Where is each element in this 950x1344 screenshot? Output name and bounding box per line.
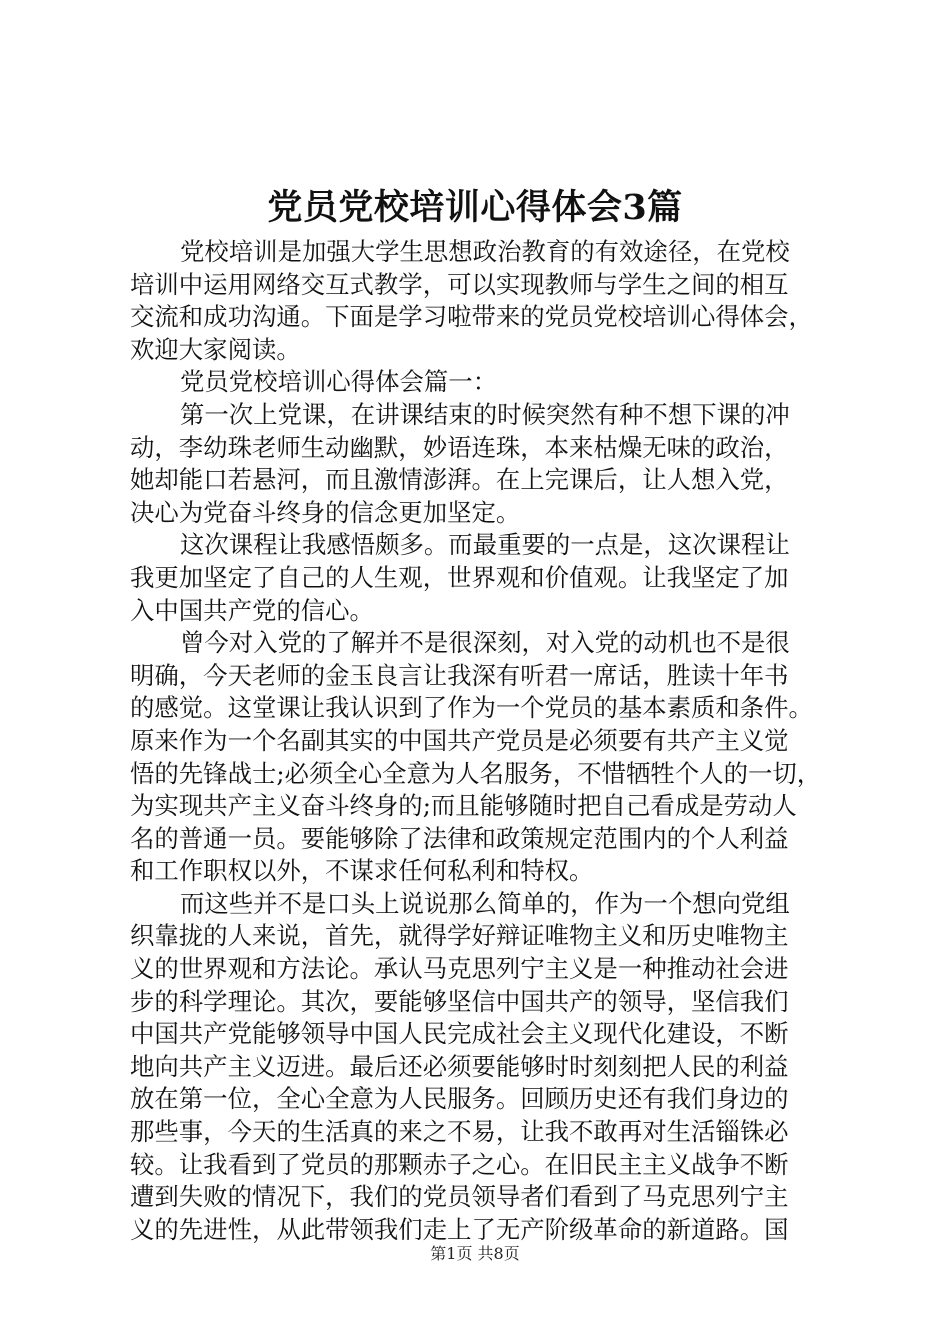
body-text-line: 入中国共产党的信心。 bbox=[130, 595, 374, 625]
body-text-line: 动，李幼珠老师生动幽默，妙语连珠，本来枯燥无味的政治， bbox=[130, 432, 789, 462]
body-text-line: 义的世界观和方法论。承认马克思列宁主义是一种推动社会进 bbox=[130, 954, 789, 984]
body-text-line: 中国共产党能够领导中国人民完成社会主义现代化建设，不断 bbox=[130, 1019, 789, 1049]
body-text-line: 织靠拢的人来说，首先，就得学好辩证唯物主义和历史唯物主 bbox=[130, 921, 789, 951]
body-text-line: 她却能口若悬河，而且激情澎湃。在上完课后，让人想入党， bbox=[130, 465, 789, 495]
body-text-line: 名的普通一员。要能够除了法律和政策规定范围内的个人利益 bbox=[130, 823, 789, 853]
body-text-line: 党员党校培训心得体会篇一： bbox=[180, 367, 498, 397]
body-text-line: 培训中运用网络交互式教学，可以实现教师与学生之间的相互 bbox=[130, 269, 789, 299]
body-text-line: 曾今对入党的了解并不是很深刻，对入党的动机也不是很 bbox=[180, 628, 790, 658]
document-body bbox=[130, 236, 830, 1246]
body-text-line: 这次课程让我感悟颇多。而最重要的一点是，这次课程让 bbox=[180, 530, 790, 560]
body-text-line: 义的先进性，从此带领我们走上了无产阶级革命的新道路。国 bbox=[130, 1214, 789, 1244]
body-text-line: 和工作职权以外，不谋求任何私利和特权。 bbox=[130, 856, 594, 886]
body-text-line: 悟的先锋战士;必须全心全意为人名服务，不惜牺牲个人的一切， bbox=[130, 758, 822, 788]
body-text-line: 交流和成功沟通。下面是学习啦带来的党员党校培训心得体会， bbox=[130, 302, 813, 332]
body-text-line: 地向共产主义迈进。最后还必须要能够时时刻刻把人民的利益 bbox=[130, 1051, 789, 1081]
body-text-line: 党校培训是加强大学生思想政治教育的有效途径，在党校 bbox=[180, 237, 790, 266]
body-text-line: 明确，今天老师的金玉良言让我深有听君一席话，胜读十年书 bbox=[130, 660, 789, 690]
body-text-line: 为实现共产主义奋斗终身的;而且能够随时把自己看成是劳动人 bbox=[130, 791, 797, 821]
body-text-line: 第一次上党课，在讲课结束的时候突然有种不想下课的冲 bbox=[180, 399, 790, 429]
body-text-line: 而这些并不是口头上说说那么简单的，作为一个想向党组 bbox=[180, 888, 790, 918]
body-text-line: 决心为党奋斗终身的信念更加坚定。 bbox=[130, 497, 521, 527]
page-number-footer: 第1页 共8页 bbox=[430, 1244, 520, 1263]
body-text-line: 遭到失败的情况下，我们的党员领导者们看到了马克思列宁主 bbox=[130, 1182, 789, 1212]
body-text-line: 步的科学理论。其次，要能够坚信中国共产的领导，坚信我们 bbox=[130, 986, 789, 1016]
body-text-line: 原来作为一个名副其实的中国共产党员是必须要有共产主义觉 bbox=[130, 725, 789, 755]
body-text-line: 放在第一位，全心全意为人民服务。回顾历史还有我们身边的 bbox=[130, 1084, 789, 1114]
body-text-line: 欢迎大家阅读。 bbox=[130, 334, 301, 364]
body-text-line: 的感觉。这堂课让我认识到了作为一个党员的基本素质和条件。 bbox=[130, 693, 813, 723]
body-text-line: 我更加坚定了自己的人生观，世界观和价值观。让我坚定了加 bbox=[130, 562, 789, 592]
body-text-line: 那些事，今天的生活真的来之不易，让我不敢再对生活锱铢必 bbox=[130, 1117, 789, 1147]
body-text-line: 较。让我看到了党员的那颗赤子之心。在旧民主主义战争不断 bbox=[130, 1149, 789, 1179]
document-title: 党员党校培训心得体会3篇 bbox=[267, 187, 683, 228]
